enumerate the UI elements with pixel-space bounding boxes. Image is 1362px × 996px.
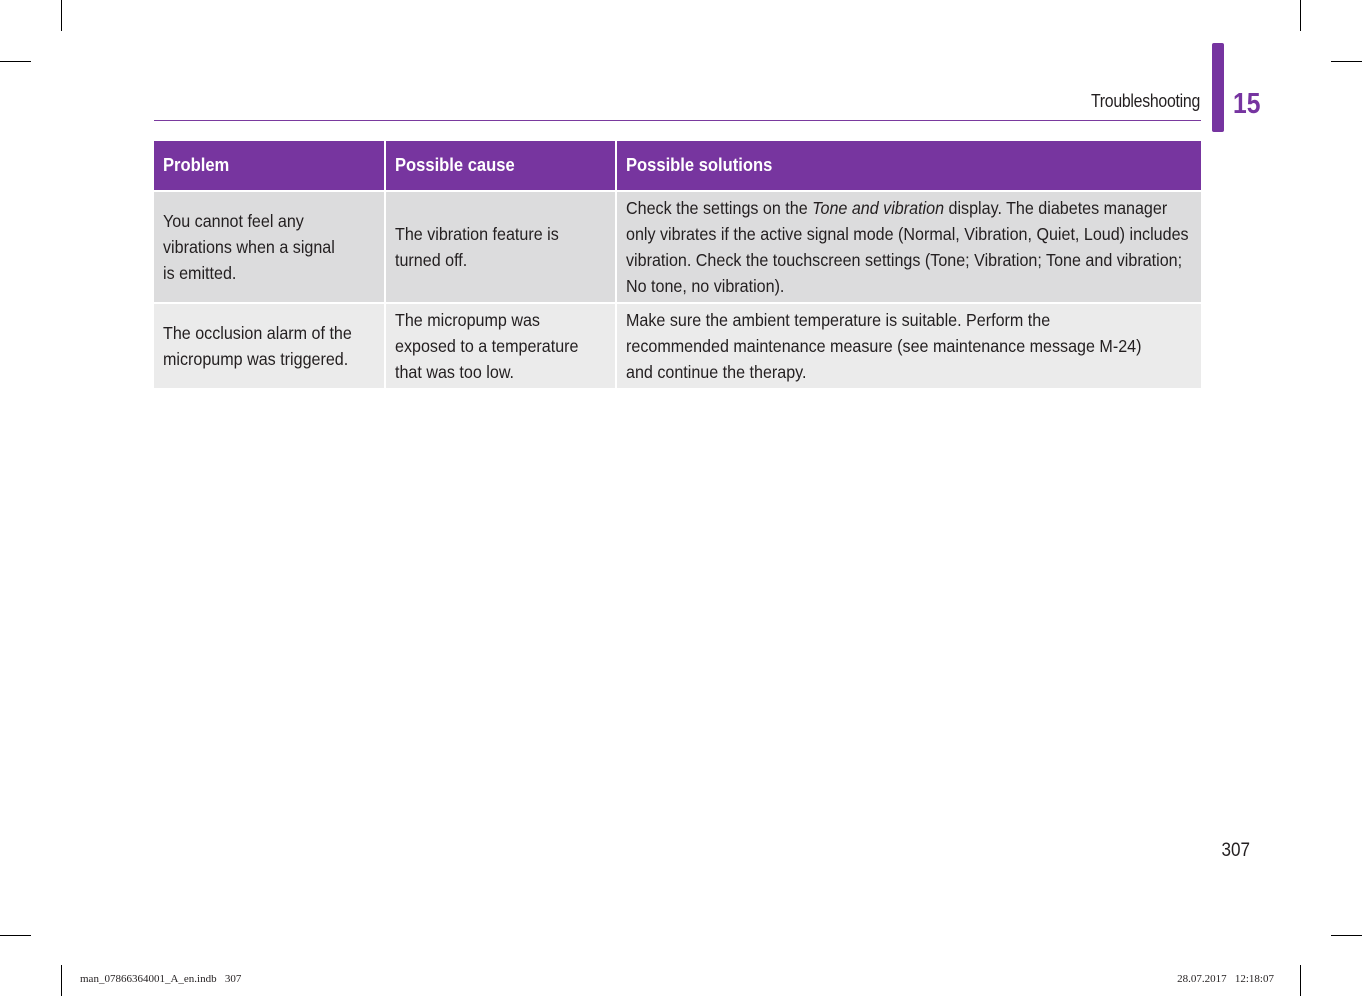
problem-cell: The occlusion alarm of the micropump was triggered. (154, 303, 385, 388)
troubleshooting-table (154, 141, 1201, 388)
header-rule (154, 120, 1201, 121)
crop-mark (1300, 965, 1301, 996)
file-slug: man_07866364001_A_en.indb 307 (80, 973, 242, 985)
display-name-emphasis: Tone and vibration (812, 198, 945, 218)
column-header-cause: Possible cause (385, 141, 616, 191)
crop-mark (1331, 935, 1362, 936)
solution-cell: Make sure the ambient temperature is suitable. Perform the recommended maintenance measure (see maintenance message M-24) and continue the therapy. (616, 303, 1201, 388)
crop-mark (61, 965, 62, 996)
crop-mark (0, 61, 31, 62)
crop-mark (1331, 61, 1362, 62)
print-timestamp: 28.07.2017 12:18:07 (1177, 973, 1274, 985)
column-header-problem: Problem (154, 141, 385, 191)
problem-cell: You cannot feel any vibrations when a signal is emitted. (154, 191, 385, 303)
cause-cell: The micropump was exposed to a temperature that was too low. (385, 303, 616, 388)
table-row (154, 303, 1201, 388)
table-row (154, 191, 1201, 303)
chapter-number: 15 (1233, 88, 1261, 120)
table-header-row (154, 141, 1201, 191)
solution-text: Check the settings on the (626, 198, 813, 218)
crop-mark (0, 935, 31, 936)
crop-mark (61, 0, 62, 31)
section-title: Troubleshooting (1090, 91, 1200, 111)
crop-mark (1300, 0, 1301, 31)
page-number: 307 (1221, 840, 1250, 861)
solution-text: display. The diabetes manager only vibrates if the active signal mode (Normal, Vibration, Quiet, Loud) includes vibration. Check the touchscreen settings (Tone; Vibration; Tone and vibration; No tone, no vibration). (626, 198, 1189, 296)
chapter-tab (1212, 43, 1224, 132)
solution-cell (616, 191, 1201, 303)
cause-cell: The vibration feature is turned off. (385, 191, 616, 303)
column-header-solutions: Possible solutions (616, 141, 1201, 191)
